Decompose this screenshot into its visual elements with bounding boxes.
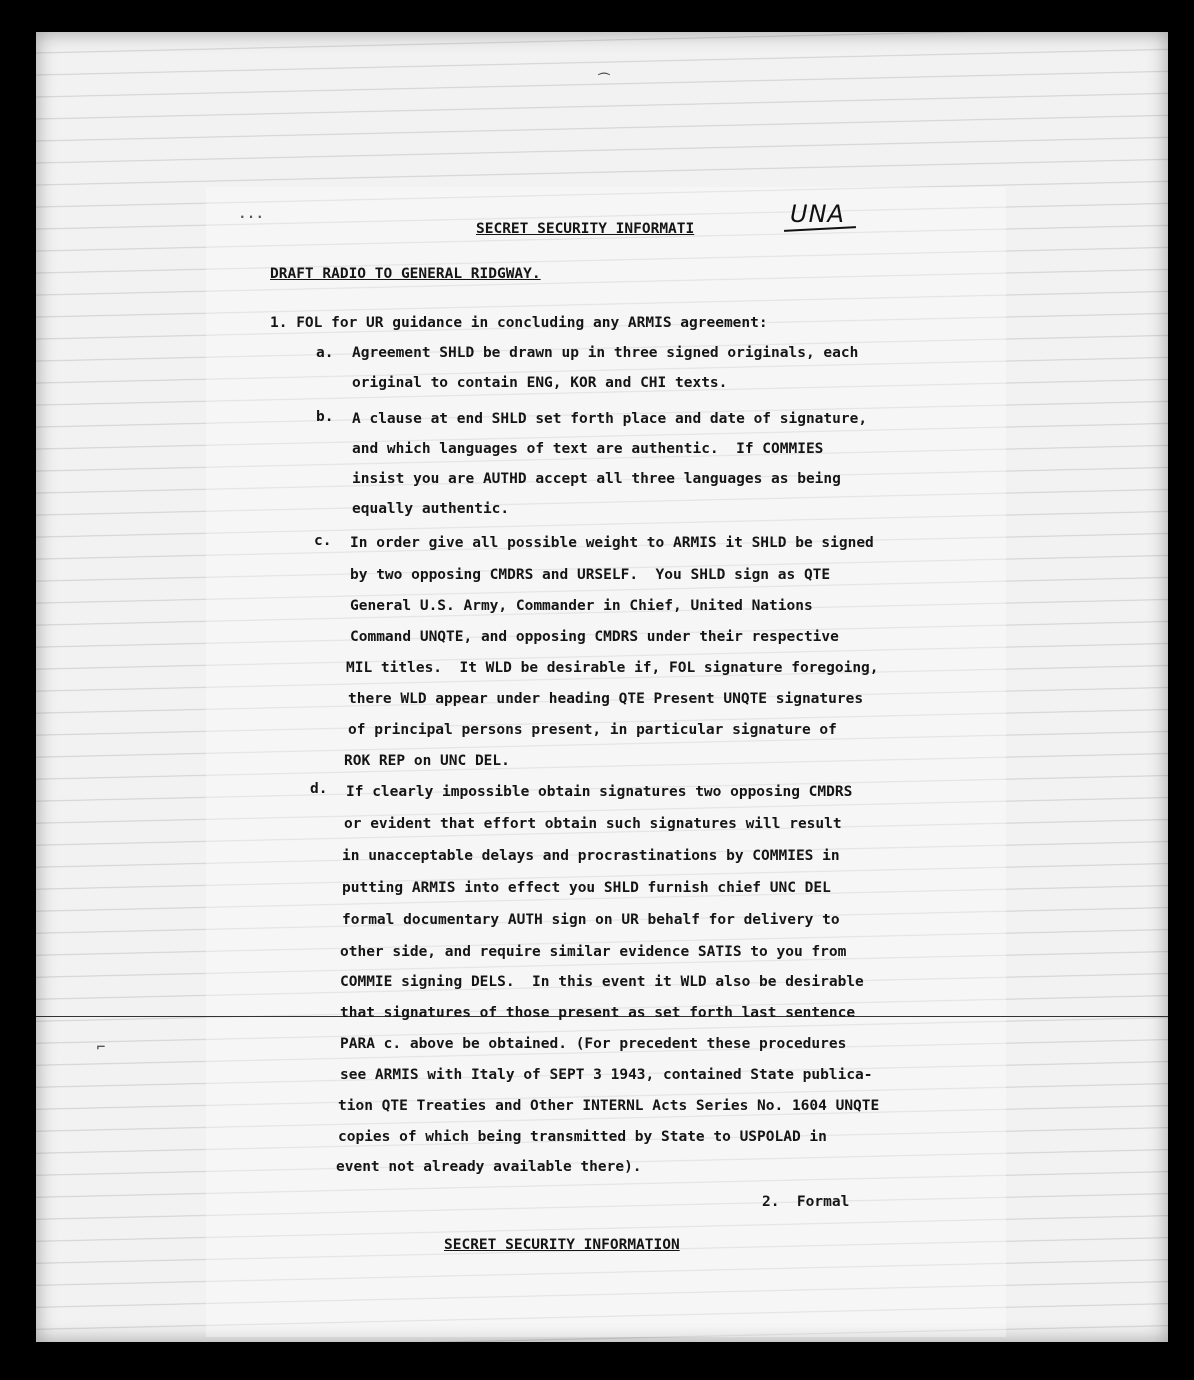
item-d-line: in unacceptable delays and procrastinations by COMMIES in (342, 848, 840, 864)
item-a-line: Agreement SHLD be drawn up in three signed originals, each (352, 345, 859, 361)
item-b-label: b. (316, 409, 334, 425)
item-b-line: equally authentic. (352, 501, 510, 517)
item-b-line: and which languages of text are authentic. If COMMIES (352, 441, 824, 457)
item-c-line: Command UNQTE, and opposing CMDRS under their respective (350, 629, 839, 645)
item-d-line: see ARMIS with Italy of SEPT 3 1943, contained State publica- (340, 1067, 873, 1083)
handwritten-note: UNA (790, 200, 845, 228)
item-d-label: d. (310, 781, 328, 797)
item-c-line: General U.S. Army, Commander in Chief, United Nations (350, 598, 813, 614)
smudge-mark: · · · (240, 210, 263, 224)
item-b-line: A clause at end SHLD set forth place and date of signature, (352, 411, 868, 427)
item-d-line: formal documentary AUTH sign on UR behalf for delivery to (342, 912, 840, 928)
item-d-line: or evident that effort obtain such signatures will result (344, 816, 842, 832)
classification-bottom: SECRET SECURITY INFORMATION (444, 1237, 680, 1253)
item-d-line: other side, and require similar evidence SATIS to you from (340, 944, 847, 960)
item-d-line: putting ARMIS into effect you SHLD furnish chief UNC DEL (342, 880, 831, 896)
item-b-line: insist you are AUTHD accept all three languages as being (352, 471, 841, 487)
continuation-marker: 2. Formal (762, 1194, 850, 1210)
item-d-line: that signatures of those present as set forth last sentence (340, 1005, 856, 1021)
item-d-line: event not already available there). (336, 1159, 642, 1175)
item-c-line: by two opposing CMDRS and URSELF. You SHLD sign as QTE (350, 567, 831, 583)
item-c-line: of principal persons present, in particular signature of (348, 722, 837, 738)
classification-top: SECRET SECURITY INFORMATI (476, 221, 695, 237)
item-c-line: ROK REP on UNC DEL. (344, 753, 510, 769)
item-d-line: copies of which being transmitted by State to USPOLAD in (338, 1129, 827, 1145)
item-d-line: COMMIE signing DELS. In this event it WLD also be desirable (340, 974, 864, 990)
margin-tick-mark: ⌐ (96, 1040, 107, 1054)
item-c-line: MIL titles. It WLD be desirable if, FOL signature foregoing, (346, 660, 879, 676)
paragraph-1-lead: 1. FOL for UR guidance in concluding any ARMIS agreement: (270, 315, 768, 331)
item-c-label: c. (314, 533, 332, 549)
item-c-line: In order give all possible weight to ARMIS it SHLD be signed (350, 535, 874, 551)
item-c-line: there WLD appear under heading QTE Present UNQTE signatures (348, 691, 864, 707)
item-d-line: tion QTE Treaties and Other INTERNL Acts Series No. 1604 UNQTE (338, 1098, 880, 1114)
top-tick-mark: ⌒ (598, 72, 611, 86)
item-d-line: If clearly impossible obtain signatures two opposing CMDRS (346, 784, 853, 800)
item-a-label: a. (316, 345, 334, 361)
document-title: DRAFT RADIO TO GENERAL RIDGWAY. (270, 266, 541, 282)
item-d-line: PARA c. above be obtained. (For precedent these procedures (340, 1036, 847, 1052)
item-a-line: original to contain ENG, KOR and CHI texts. (352, 375, 728, 391)
